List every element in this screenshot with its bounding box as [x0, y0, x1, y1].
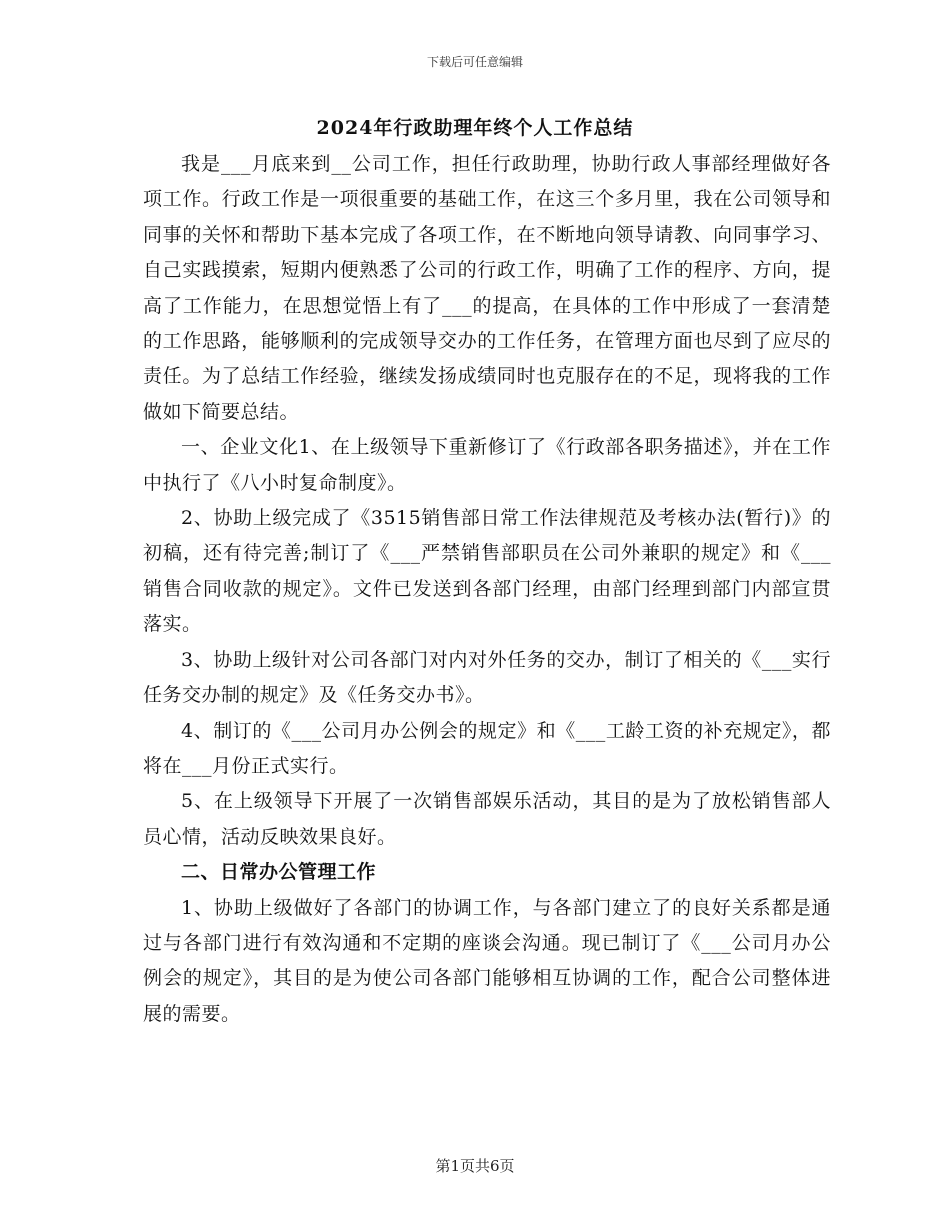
- paragraph-item-5: 5、在上级领导下开展了一次销售部娱乐活动，其目的是为了放松销售部人员心情，活动反映效果良好。: [143, 790, 831, 848]
- paragraph-intro: 我是___月底来到__公司工作，担任行政助理，协助行政人事部经理做好各项工作。行政工作是一项很重要的基础工作，在这三个多月里，我在公司领导和同事的关怀和帮助下基本完成了各项工作，在不断地向领导请教、向同事学习、自己实践摸索，短期内便熟悉了公司的行政工作，明确了工作的程序、方向，提高了工作能力，在思想觉悟上有了___的提高，在具体的工作中形成了一套清楚的工作思路，能够顺利的完成领导交办的工作任务，在管理方面也尽到了应尽的责任。为了总结工作经验，继续发扬成绩同时也克服存在的不足，现将我的工作做如下简要总结。: [143, 153, 831, 423]
- paragraph-item-4: 4、制订的《___公司月办公例会的规定》和《___工龄工资的补充规定》，都将在___月份正式实行。: [143, 719, 831, 777]
- section-heading: 二、日常办公管理工作: [181, 861, 377, 884]
- document-title: 2024年行政助理年终个人工作总结: [316, 117, 634, 139]
- document-body: [143, 147, 831, 1032]
- paragraph-section2-1: 1、协助上级做好了各部门的协调工作，与各部门建立了的良好关系都是通过与各部门进行有效沟通和不定期的座谈会沟通。现已制订了《___公司月办公例会的规定》，其目的是为使公司各部门能够相互协调的工作，配合公司整体进展的需要。: [143, 896, 831, 1025]
- header-note: 下载后可任意编辑: [426, 55, 523, 69]
- paragraph-item-2: 2、协助上级完成了《3515销售部日常工作法律规范及考核办法(暂行)》的初稿，还有待完善;制订了《___严禁销售部职员在公司外兼职的规定》和《___销售合同收款的规定》。文件已发送到各部门经理，由部门经理到部门内部宣贯落实。: [143, 507, 831, 636]
- page-number: 第1页共6页: [435, 1157, 515, 1175]
- paragraph-item-1: 一、企业文化1、在上级领导下重新修订了《行政部各职务描述》，并在工作中执行了《八小时复命制度》。: [143, 436, 831, 494]
- paragraph-item-3: 3、协助上级针对公司各部门对内对外任务的交办，制订了相关的《___实行任务交办制的规定》及《任务交办书》。: [143, 648, 831, 707]
